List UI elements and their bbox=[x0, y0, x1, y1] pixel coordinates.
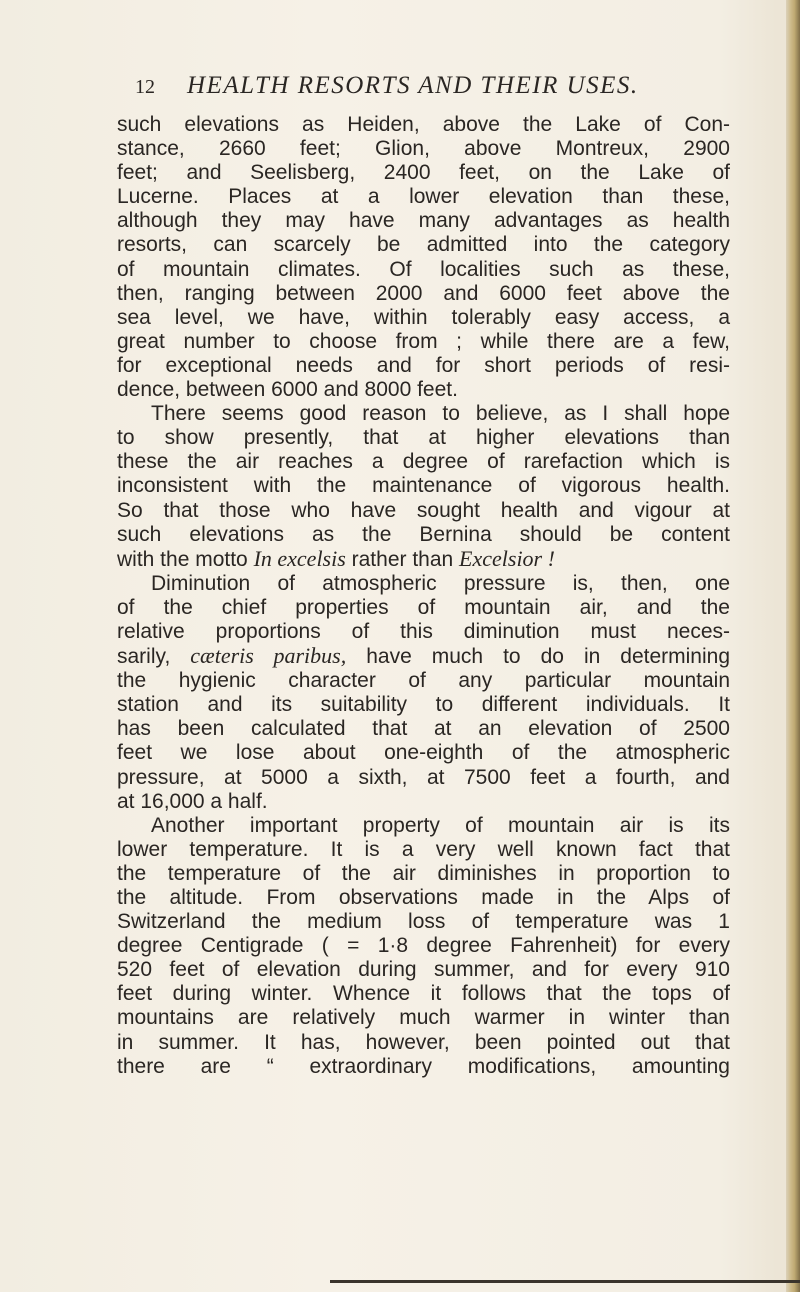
text-line: such elevations as Heiden, above the Lake of Con- bbox=[117, 113, 730, 136]
text-line: the temperature of the air diminishes in proportion to bbox=[117, 861, 730, 885]
text-run: sarily, bbox=[117, 645, 191, 669]
text-line: stance, 2660 feet; Glion, above Montreux, 2900 bbox=[117, 137, 730, 161]
italic-caeteris-paribus: cæteris paribus, bbox=[190, 643, 347, 669]
text-line: 520 feet of elevation during summer, and for every 910 bbox=[117, 958, 730, 982]
text-line: mountains are relatively much warmer in winter than bbox=[117, 1006, 730, 1030]
italic-motto-in-excelsis: In excelsis bbox=[253, 545, 346, 571]
text-line: of the chief properties of mountain air, and the bbox=[117, 595, 730, 619]
paragraph-1 bbox=[117, 113, 730, 402]
text-line: Lucerne. Places at a lower elevation than these, bbox=[117, 185, 730, 209]
text-line: So that those who have sought health and vigour at bbox=[117, 498, 730, 522]
text-line: sea level, we have, within tolerably easy access, a bbox=[117, 305, 730, 329]
text-line: pressure, at 5000 a sixth, at 7500 feet a fourth, and bbox=[117, 765, 730, 789]
text-line: has been calculated that at an elevation of 2500 bbox=[117, 717, 730, 741]
text-line: dence, between 6000 and 8000 feet. bbox=[117, 378, 458, 402]
text-line: Another important property of mountain air is its bbox=[151, 813, 730, 837]
text-line: although they may have many advantages as health bbox=[117, 209, 730, 233]
text-line: There seems good reason to believe, as I shall hope bbox=[151, 402, 730, 426]
text-run: with the motto bbox=[117, 547, 254, 571]
text-line: degree Centigrade ( = 1·8 degree Fahrenheit) for every bbox=[117, 934, 730, 958]
text-line: Diminution of atmospheric pressure is, then, one bbox=[151, 571, 730, 595]
page-number: 12 bbox=[135, 76, 155, 98]
text-line: at 16,000 a half. bbox=[117, 789, 268, 813]
text-line: these the air reaches a degree of rarefaction which is bbox=[117, 450, 730, 474]
text-run: rather than bbox=[345, 547, 460, 571]
running-head-title: HEALTH RESORTS AND THEIR USES. bbox=[187, 72, 639, 99]
text-line: the hygienic character of any particular mountain bbox=[117, 669, 730, 693]
text-line: great number to choose from ; while there are a few, bbox=[117, 329, 730, 353]
text-line: to show presently, that at higher elevations than bbox=[117, 426, 730, 450]
text-line: there are “ extraordinary modifications, amounting bbox=[117, 1054, 730, 1078]
text-line: then, ranging between 2000 and 6000 feet above the bbox=[117, 281, 730, 305]
running-head bbox=[135, 72, 695, 106]
text-line: resorts, can scarcely be admitted into the category bbox=[117, 233, 730, 257]
text-line: Switzerland the medium loss of temperature was 1 bbox=[117, 910, 730, 934]
text-line: feet during winter. Whence it follows that the tops of bbox=[117, 982, 730, 1006]
text-line: of mountain climates. Of localities such as these, bbox=[117, 257, 730, 281]
paragraph-3 bbox=[117, 572, 730, 814]
book-page-edge bbox=[786, 0, 800, 1292]
text-line: feet we lose about one-eighth of the atmospheric bbox=[117, 741, 730, 765]
paragraph-4 bbox=[117, 814, 730, 1079]
text-line: inconsistent with the maintenance of vigorous health. bbox=[117, 474, 730, 498]
italic-motto-excelsior: Excelsior ! bbox=[459, 545, 555, 571]
text-line: in summer. It has, however, been pointed out that bbox=[117, 1030, 730, 1054]
text-line: relative proportions of this diminution must neces- bbox=[117, 619, 730, 643]
text-line bbox=[117, 644, 730, 669]
text-line: the altitude. From observations made in the Alps of bbox=[117, 886, 730, 909]
body-text bbox=[117, 113, 730, 1079]
text-run: have much to do in determining bbox=[346, 645, 730, 669]
paragraph-2 bbox=[117, 402, 730, 572]
text-line: station and its suitability to different individuals. It bbox=[117, 693, 730, 717]
text-line bbox=[117, 547, 730, 572]
text-line: for exceptional needs and for short periods of resi- bbox=[117, 353, 730, 377]
text-line: lower temperature. It is a very well known fact that bbox=[117, 837, 730, 861]
page-bottom-edge bbox=[330, 1280, 800, 1283]
text-line: feet; and Seelisberg, 2400 feet, on the Lake of bbox=[117, 161, 730, 185]
text-line: such elevations as the Bernina should be content bbox=[117, 522, 730, 546]
